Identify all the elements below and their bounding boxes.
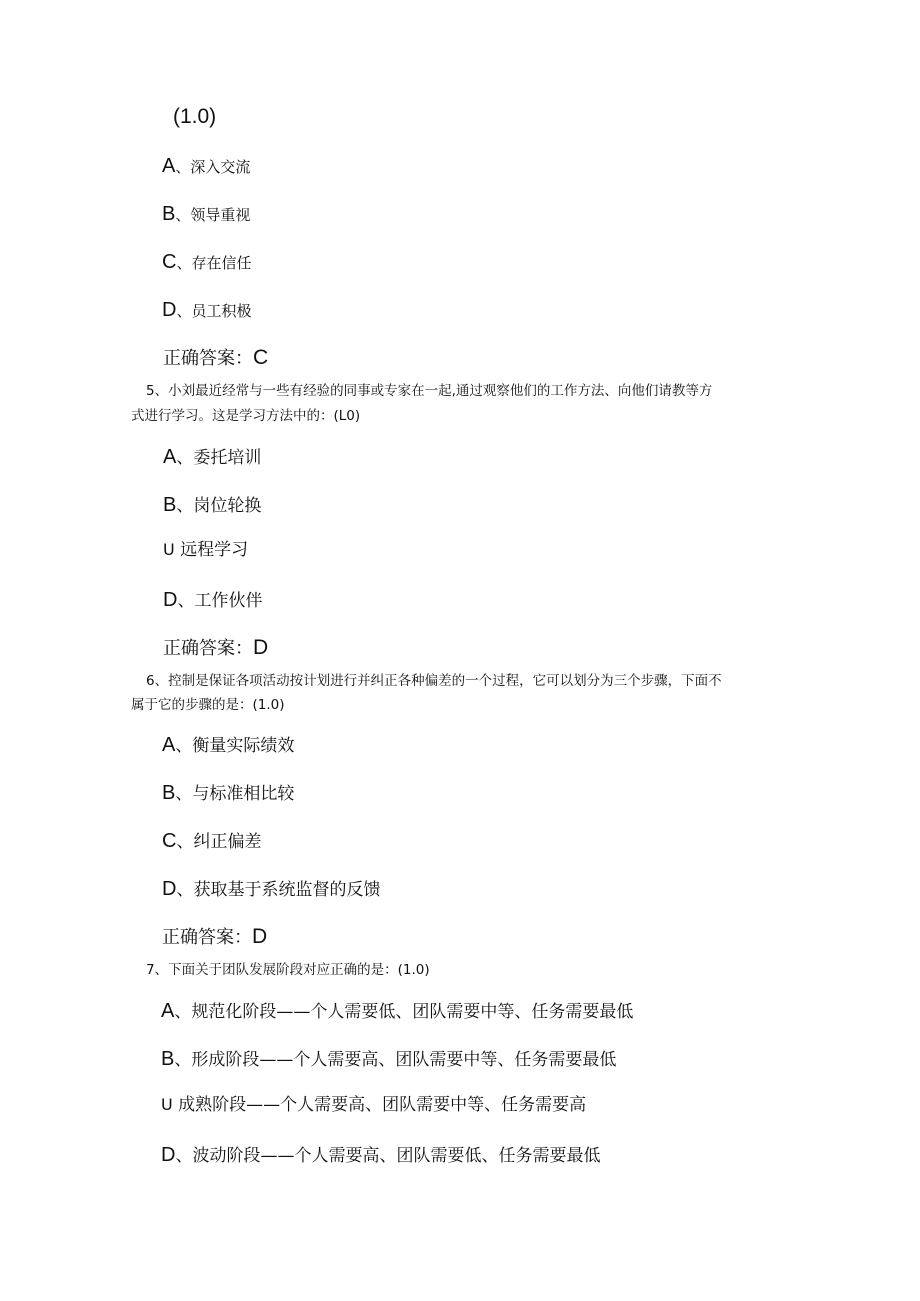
option-b xyxy=(163,495,261,515)
option-c xyxy=(162,252,251,272)
answer-label: 正确答案： xyxy=(163,348,253,369)
option-letter: U xyxy=(161,1095,173,1114)
option-text: 规范化阶段——个人需要低、团队需要中等、任务需要最低 xyxy=(191,1002,634,1022)
option-text: 与标准相比较 xyxy=(192,784,295,804)
option-letter: C xyxy=(162,830,177,852)
option-letter: A xyxy=(162,734,176,756)
answer-label: 正确答案： xyxy=(163,638,253,659)
option-text: 远程学习 xyxy=(180,540,249,560)
option-separator: 、 xyxy=(175,158,191,176)
option-text: 委托培训 xyxy=(193,448,262,468)
option-separator: 、 xyxy=(175,1146,193,1166)
option-letter: A xyxy=(162,155,176,177)
option-text: 纠正偏差 xyxy=(193,832,262,852)
option-d xyxy=(161,1145,600,1165)
option-letter: C xyxy=(162,251,177,273)
option-b xyxy=(162,204,250,224)
option-separator: 、 xyxy=(176,302,192,320)
option-text: 成熟阶段——个人需要高、团队需要中等、任务需要高 xyxy=(178,1095,587,1115)
option-text: 深入交流 xyxy=(190,158,251,176)
option-text: 工作伙伴 xyxy=(194,591,263,611)
correct-answer xyxy=(163,637,268,658)
question-7-line-1: 7、下面关于团队发展阶段对应正确的是：(1.0) xyxy=(146,962,430,978)
option-b xyxy=(161,1049,616,1069)
question-6-line-2: 属于它的步骤的是：(1.0) xyxy=(131,697,285,713)
option-letter: D xyxy=(163,589,178,611)
question-6-line-1: 6、控制是保证各项活动按计划进行并纠正各种偏差的一个过程，它可以划分为三个步骤，下面不 xyxy=(146,673,722,689)
option-letter: B xyxy=(161,1048,175,1070)
option-letter: D xyxy=(162,878,177,900)
option-separator: 、 xyxy=(176,832,194,852)
option-b xyxy=(162,783,294,803)
option-separator: 、 xyxy=(176,254,192,272)
option-letter: A xyxy=(161,1000,175,1022)
option-separator: 、 xyxy=(174,1002,192,1022)
option-letter: U xyxy=(163,540,175,559)
option-separator: 、 xyxy=(175,736,193,756)
option-separator: 、 xyxy=(175,784,193,804)
option-separator: 、 xyxy=(176,448,194,468)
option-text: 波动阶段——个人需要高、团队需要低、任务需要最低 xyxy=(192,1146,601,1166)
option-separator: 、 xyxy=(174,1050,192,1070)
option-separator: 、 xyxy=(177,591,195,611)
option-d xyxy=(163,590,262,610)
option-text: 存在信任 xyxy=(191,254,252,272)
answer-value: C xyxy=(253,346,269,369)
correct-answer xyxy=(162,926,267,947)
option-a xyxy=(161,1001,633,1021)
option-a xyxy=(163,447,261,467)
option-c xyxy=(161,1097,586,1114)
option-letter: B xyxy=(162,782,176,804)
option-letter: B xyxy=(163,494,177,516)
option-letter: D xyxy=(161,1144,176,1166)
option-text: 员工积极 xyxy=(191,302,252,320)
correct-answer xyxy=(163,347,268,368)
question-score: (1.0) xyxy=(173,105,217,128)
question-5-line-1: 5、小刘最近经常与一些有经验的同事或专家在一起,通过观察他们的工作方法、向他们请教等方 xyxy=(146,383,713,399)
question-5-line-2: 式进行学习。这是学习方法中的：(L0) xyxy=(131,408,361,424)
option-d xyxy=(162,300,251,320)
option-c xyxy=(162,831,261,851)
option-text: 获取基于系统监督的反馈 xyxy=(193,880,381,900)
option-separator: 、 xyxy=(176,496,194,516)
answer-value: D xyxy=(252,925,268,948)
option-separator: 、 xyxy=(176,880,194,900)
option-text: 领导重视 xyxy=(190,206,251,224)
option-letter: B xyxy=(162,203,176,225)
option-text: 衡量实际绩效 xyxy=(192,736,295,756)
option-text: 形成阶段——个人需要高、团队需要中等、任务需要最低 xyxy=(191,1050,617,1070)
option-d xyxy=(162,879,380,899)
option-a xyxy=(162,735,294,755)
option-separator: 、 xyxy=(175,206,191,224)
option-c xyxy=(163,542,248,559)
option-a xyxy=(162,156,250,176)
answer-label: 正确答案： xyxy=(162,927,252,948)
answer-value: D xyxy=(253,636,269,659)
option-letter: D xyxy=(162,299,177,321)
option-letter: A xyxy=(163,446,177,468)
option-text: 岗位轮换 xyxy=(193,496,262,516)
